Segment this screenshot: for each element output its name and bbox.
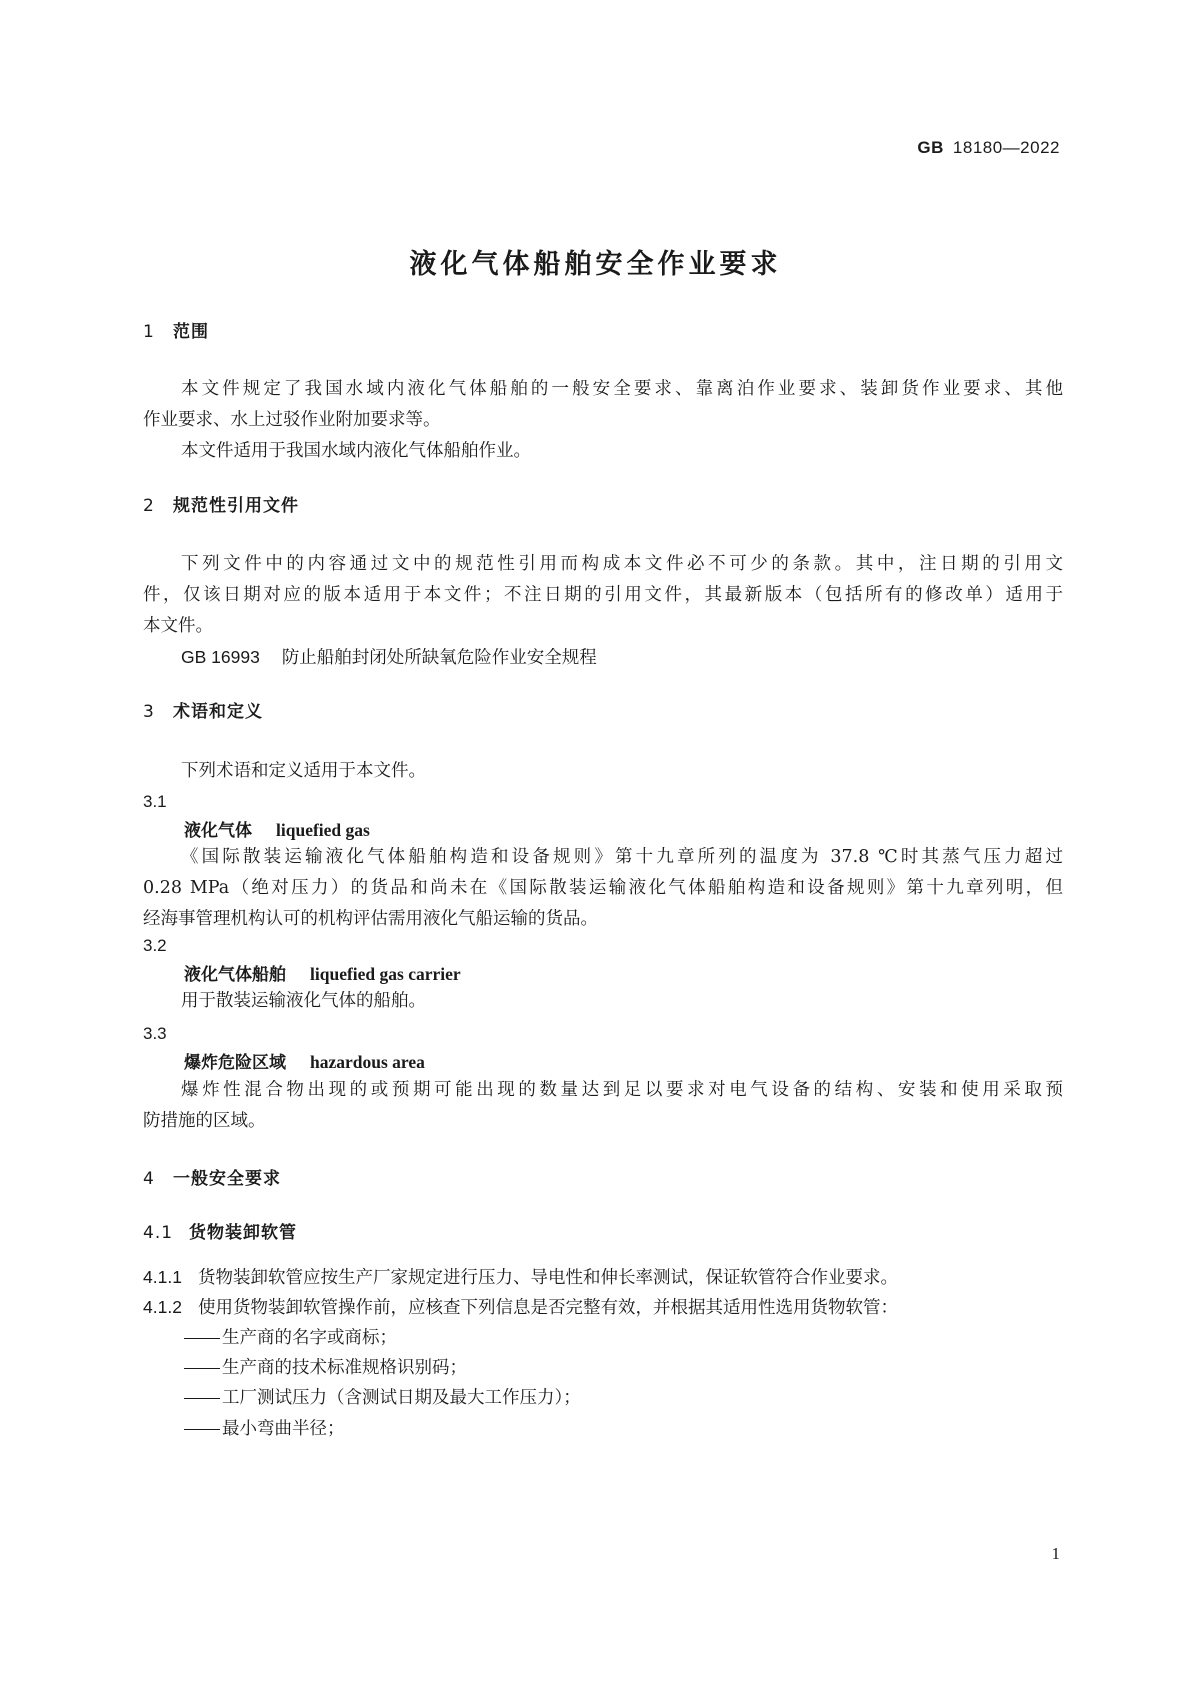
list-item: [184, 1356, 467, 1380]
term-definition: [143, 986, 1063, 1017]
section-3-heading: [143, 700, 263, 724]
subsection-title: 货物装卸软管: [189, 1223, 297, 1243]
section-title: 术语和定义: [173, 702, 263, 722]
section-number: 3: [143, 702, 155, 722]
term-chinese: 液化气体: [184, 821, 252, 841]
term-chinese: 液化气体船舶: [184, 965, 286, 985]
term-number: 3.1: [143, 792, 167, 811]
dash-bullet: [184, 1398, 220, 1399]
definition-line: 《国际散装运输液化气体船舶构造和设备规则》第十九章所列的温度为 37.8 ℃时其蒸气压力超过: [181, 847, 1063, 867]
document-title: 液化气体船舶安全作业要求: [409, 249, 782, 280]
list-item: [184, 1326, 397, 1350]
dash-bullet: [184, 1368, 220, 1369]
definition-line: 经海事管理机构认可的机构评估需用液化气船运输的货品。: [143, 909, 598, 929]
paragraph-line: 件，仅该日期对应的版本适用于本文件；不注日期的引用文件，其最新版本（包括所有的修改单）适用于: [143, 585, 1063, 605]
reference-code: GB 16993: [181, 647, 260, 667]
term-english: liquefied gas: [276, 820, 370, 840]
definition-line: 用于散装运输液化气体的船舶。: [181, 991, 426, 1011]
clause-4-1-1: [143, 1265, 898, 1290]
section-2-heading: [143, 494, 299, 518]
section-number: 1: [143, 322, 155, 342]
section-2-body: [143, 549, 1063, 674]
term-number: 3.3: [143, 1024, 167, 1043]
term-number: 3.2: [143, 936, 167, 955]
paragraph: 本文件适用于我国水域内液化气体船舶作业。: [181, 441, 531, 461]
dash-bullet: [184, 1338, 220, 1339]
term-english: hazardous area: [310, 1052, 425, 1072]
dash-bullet: [184, 1429, 220, 1430]
definition-line: 爆炸性混合物出现的或预期可能出现的数量达到足以要求对电气设备的结构、安装和使用采取预: [181, 1080, 1063, 1100]
section-title: 范围: [173, 322, 209, 342]
subsection-4-1-heading: [143, 1221, 297, 1245]
standard-prefix: GB: [917, 138, 944, 157]
standard-code: 18180—2022: [952, 138, 1060, 157]
subsection-number: 4.1: [143, 1223, 174, 1243]
section-number: 4: [143, 1169, 155, 1189]
standard-number: [917, 138, 1060, 158]
paragraph-line: 本文件。: [143, 616, 213, 636]
term-chinese: 爆炸危险区域: [184, 1053, 286, 1073]
normative-reference: [143, 642, 1063, 674]
term-entry: [184, 818, 370, 843]
list-item-text: 生产商的技术标准规格识别码；: [222, 1358, 467, 1378]
list-item: [184, 1386, 581, 1410]
list-item: [184, 1417, 345, 1441]
section-3-intro: [143, 756, 1063, 787]
clause-text: 使用货物装卸软管操作前，应核查下列信息是否完整有效，并根据其适用性选用货物软管：: [198, 1298, 898, 1318]
section-1-heading: [143, 320, 209, 344]
reference-title: 防止船舶封闭处所缺氧危险作业安全规程: [281, 648, 597, 668]
clause-number: 4.1.1: [143, 1267, 182, 1287]
list-item-text: 最小弯曲半径；: [222, 1419, 345, 1439]
paragraph-line: 本文件规定了我国水域内液化气体船舶的一般安全要求、靠离泊作业要求、装卸货作业要求、其他: [181, 379, 1063, 399]
definition-line: 防措施的区域。: [143, 1111, 266, 1131]
paragraph-line: 作业要求、水上过驳作业附加要求等。: [143, 410, 441, 430]
section-title: 一般安全要求: [173, 1169, 281, 1189]
section-1-body: [143, 374, 1063, 467]
term-english: liquefied gas carrier: [310, 964, 461, 984]
paragraph: 下列术语和定义适用于本文件。: [181, 761, 426, 781]
definition-line: 0.28 MPa（绝对压力）的货品和尚未在《国际散装运输液化气体船舶构造和设备规则》第十九章列明，但: [143, 878, 1063, 898]
clause-4-1-2: [143, 1295, 898, 1320]
paragraph-line: 下列文件中的内容通过文中的规范性引用而构成本文件必不可少的条款。其中，注日期的引用文: [181, 554, 1063, 574]
clause-text: 货物装卸软管应按生产厂家规定进行压力、导电性和伸长率测试，保证软管符合作业要求。: [198, 1268, 898, 1288]
section-4-heading: [143, 1167, 281, 1191]
list-item-text: 生产商的名字或商标；: [222, 1328, 397, 1348]
term-entry: [184, 962, 461, 987]
list-item-text: 工厂测试压力（含测试日期及最大工作压力）；: [222, 1388, 581, 1408]
term-definition: [143, 1075, 1063, 1137]
term-entry: [184, 1050, 425, 1075]
term-definition: [143, 842, 1063, 935]
section-title: 规范性引用文件: [173, 496, 299, 516]
section-number: 2: [143, 496, 155, 516]
page-number: 1: [1051, 1544, 1060, 1563]
clause-number: 4.1.2: [143, 1297, 182, 1317]
